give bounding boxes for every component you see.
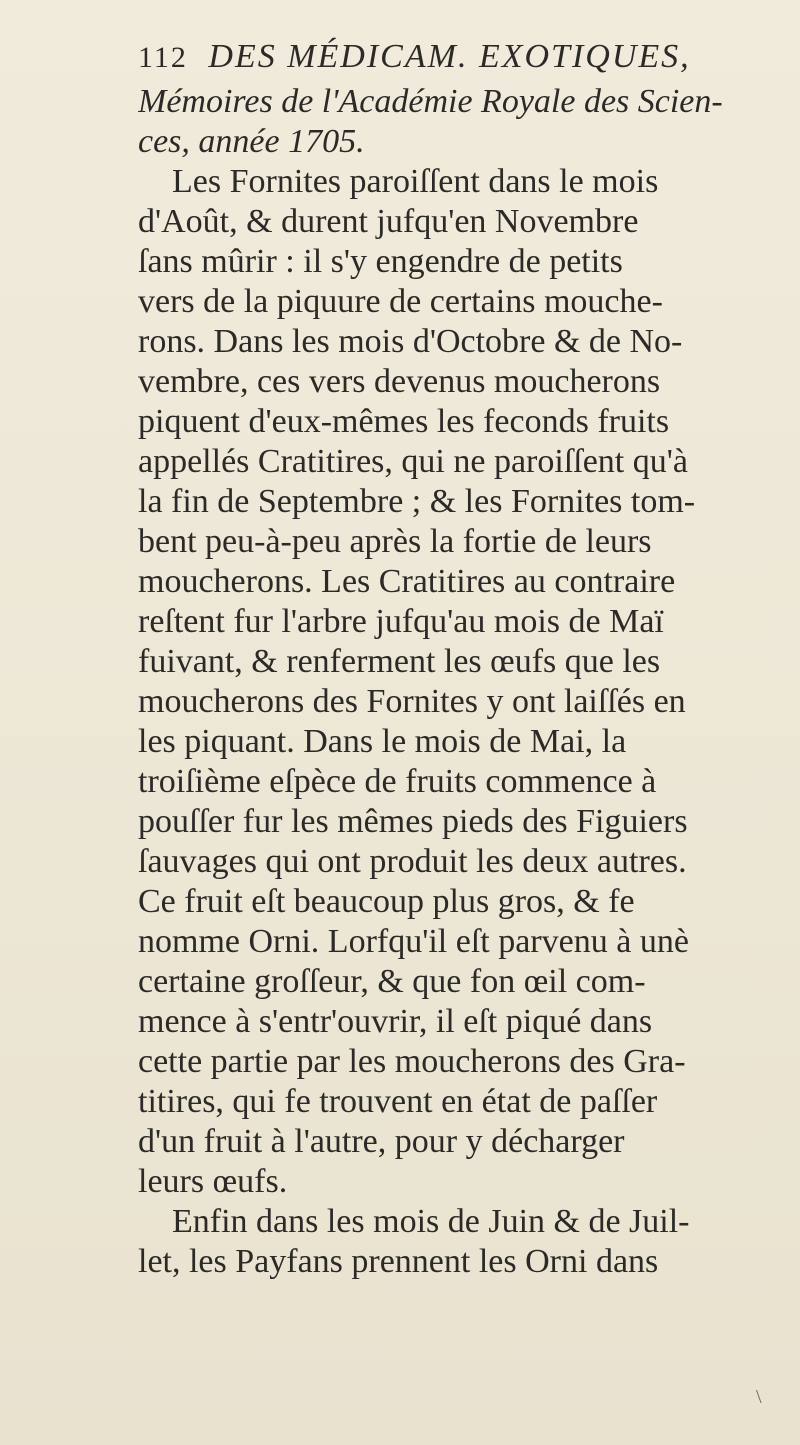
text-line: vers de la piquure de certains mouche-: [138, 283, 663, 320]
text-line: vembre, ces vers devenus moucherons: [138, 363, 661, 400]
text-line: d'un fruit à l'autre, pour y décharger: [138, 1123, 625, 1160]
text-line: Ce fruit eſt beaucoup plus gros, & fe: [138, 883, 635, 920]
text-line: ces, année 1705.: [138, 123, 365, 160]
running-title: DES MÉDICAM. EXOTIQUES,: [208, 38, 691, 75]
text-line: titires, qui fe trouvent en état de paſſer: [138, 1083, 658, 1120]
text-line: appellés Cratitires, qui ne paroiſſent qu'à: [138, 443, 688, 480]
text-line: piquent d'eux-mêmes les feconds fruits: [138, 403, 670, 440]
text-line: certaine groſſeur, & que fon œil com-: [138, 963, 646, 1000]
text-line: Mémoires de l'Académie Royale des Scien-: [138, 83, 723, 120]
text-line: Enfin dans les mois de Juin & de Juil-: [172, 1203, 690, 1240]
text-line: fuivant, & renferment les œufs que les: [138, 643, 661, 680]
text-line: les piquant. Dans le mois de Mai, la: [138, 723, 627, 760]
text-line: cette partie par les moucherons des Gra-: [138, 1043, 686, 1080]
running-header: [138, 38, 758, 88]
page-number: 112: [138, 41, 188, 74]
text-line: reſtent fur l'arbre jufqu'au mois de Maï: [138, 603, 664, 640]
text-line: ſauvages qui ont produit les deux autres.: [138, 843, 687, 880]
text-line: nomme Orni. Lorfqu'il eſt parvenu à unè: [138, 923, 689, 960]
text-line: let, les Payfans prennent les Orni dans: [138, 1243, 659, 1280]
text-line: Les Fornites paroiſſent dans le mois: [172, 163, 659, 200]
text-line: mence à s'entr'ouvrir, il eſt piqué dans: [138, 1003, 653, 1040]
text-line: moucherons. Les Cratitires au contraire: [138, 563, 676, 600]
catchword-mark: \: [756, 1386, 762, 1408]
text-line: bent peu-à-peu après la fortie de leurs: [138, 523, 652, 560]
text-line: moucherons des Fornites y ont laiſſés en: [138, 683, 686, 720]
text-line: d'Août, & durent jufqu'en Novembre: [138, 203, 639, 240]
text-line: troiſième eſpèce de fruits commence à: [138, 763, 657, 800]
text-line: ſans mûrir : il s'y engendre de petits: [138, 243, 623, 280]
text-line: la fin de Septembre ; & les Fornites tom-: [138, 483, 696, 520]
text-line: pouſſer fur les mêmes pieds des Figuiers: [138, 803, 688, 840]
text-line: rons. Dans les mois d'Octobre & de No-: [138, 323, 683, 360]
text-line: leurs œufs.: [138, 1163, 288, 1200]
